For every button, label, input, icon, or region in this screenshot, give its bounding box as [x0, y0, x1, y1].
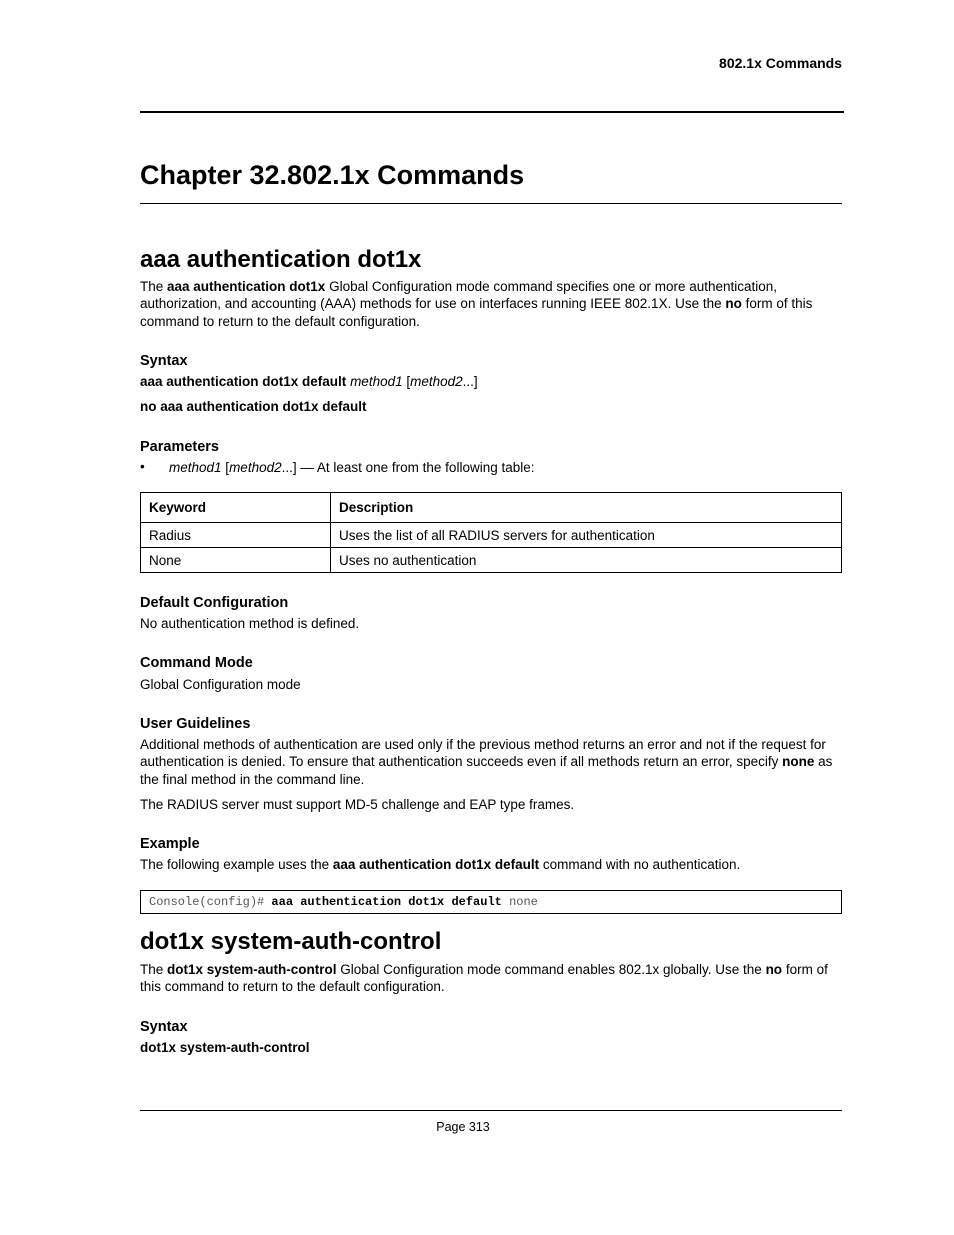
section-title-aaa: aaa authentication dot1x [140, 246, 422, 273]
user-guidelines-paragraph: Additional methods of authentication are used only if the previous method returns an error and not if the request for authentication is denied. To ensure that authentication succeeds even if all methods return an error, specify none as the final method in the command line. [140, 737, 833, 787]
column-header-keyword: Keyword [141, 493, 331, 523]
table-cell: Uses the list of all RADIUS servers for authentication [331, 523, 842, 548]
parameters-heading: Parameters [140, 439, 219, 455]
command-mode-heading: Command Mode [140, 655, 253, 671]
user-guidelines-heading: User Guidelines [140, 716, 251, 732]
console-prompt: Console(config)# [149, 895, 265, 909]
syntax-heading-2: Syntax [140, 1019, 188, 1035]
example-text: The following example uses the aaa authentication dot1x default command with no authentication. [140, 857, 741, 872]
console-argument: none [509, 895, 538, 909]
footer-rule [140, 1110, 842, 1111]
chapter-rule [140, 203, 842, 204]
header-rule [140, 111, 844, 113]
user-guidelines-paragraph-2: The RADIUS server must support MD-5 challenge and EAP type frames. [140, 797, 575, 812]
section-intro-aaa: The aaa authentication dot1x Global Configuration mode command specifies one or more authentication, authorization, and accounting (AAA) methods for use on interfaces running IEEE 802.1X. Use the no form of this command to return to the default configuration. [140, 279, 813, 329]
table-cell: None [141, 548, 331, 573]
code-example [140, 890, 842, 914]
section-title-dot1x: dot1x system-auth-control [140, 928, 442, 955]
chapter-title: Chapter 32.802.1x Commands [140, 160, 525, 190]
table-cell: Radius [141, 523, 331, 548]
command-mode-text: Global Configuration mode [140, 677, 301, 692]
running-header: 802.1x Commands [719, 55, 842, 71]
syntax-no-line: no aaa authentication dot1x default [140, 399, 367, 414]
parameter-item: method1 [method2...] — At least one from the following table: [169, 460, 535, 475]
command-name: aaa authentication dot1x [167, 279, 326, 294]
table-row [141, 548, 842, 573]
table-row [141, 523, 842, 548]
page-number: Page 313 [436, 1120, 490, 1134]
table-cell: Uses no authentication [331, 548, 842, 573]
default-config-text: No authentication method is defined. [140, 616, 360, 631]
syntax-line-2: dot1x system-auth-control [140, 1040, 310, 1055]
bullet-icon: • [140, 459, 145, 474]
console-command: aaa authentication dot1x default [271, 895, 502, 909]
default-config-heading: Default Configuration [140, 595, 289, 611]
syntax-line: aaa authentication dot1x default method1 [method2...] [140, 374, 478, 389]
syntax-heading: Syntax [140, 353, 188, 369]
no-keyword: no [725, 296, 742, 312]
column-header-description: Description [331, 493, 842, 523]
parameters-table [140, 492, 842, 573]
table-header-row [141, 493, 842, 523]
example-heading: Example [140, 836, 200, 852]
section-intro-dot1x: The dot1x system-auth-control Global Configuration mode command enables 802.1x globally. Use the no form of this command to return to the default configuration. [140, 962, 828, 995]
